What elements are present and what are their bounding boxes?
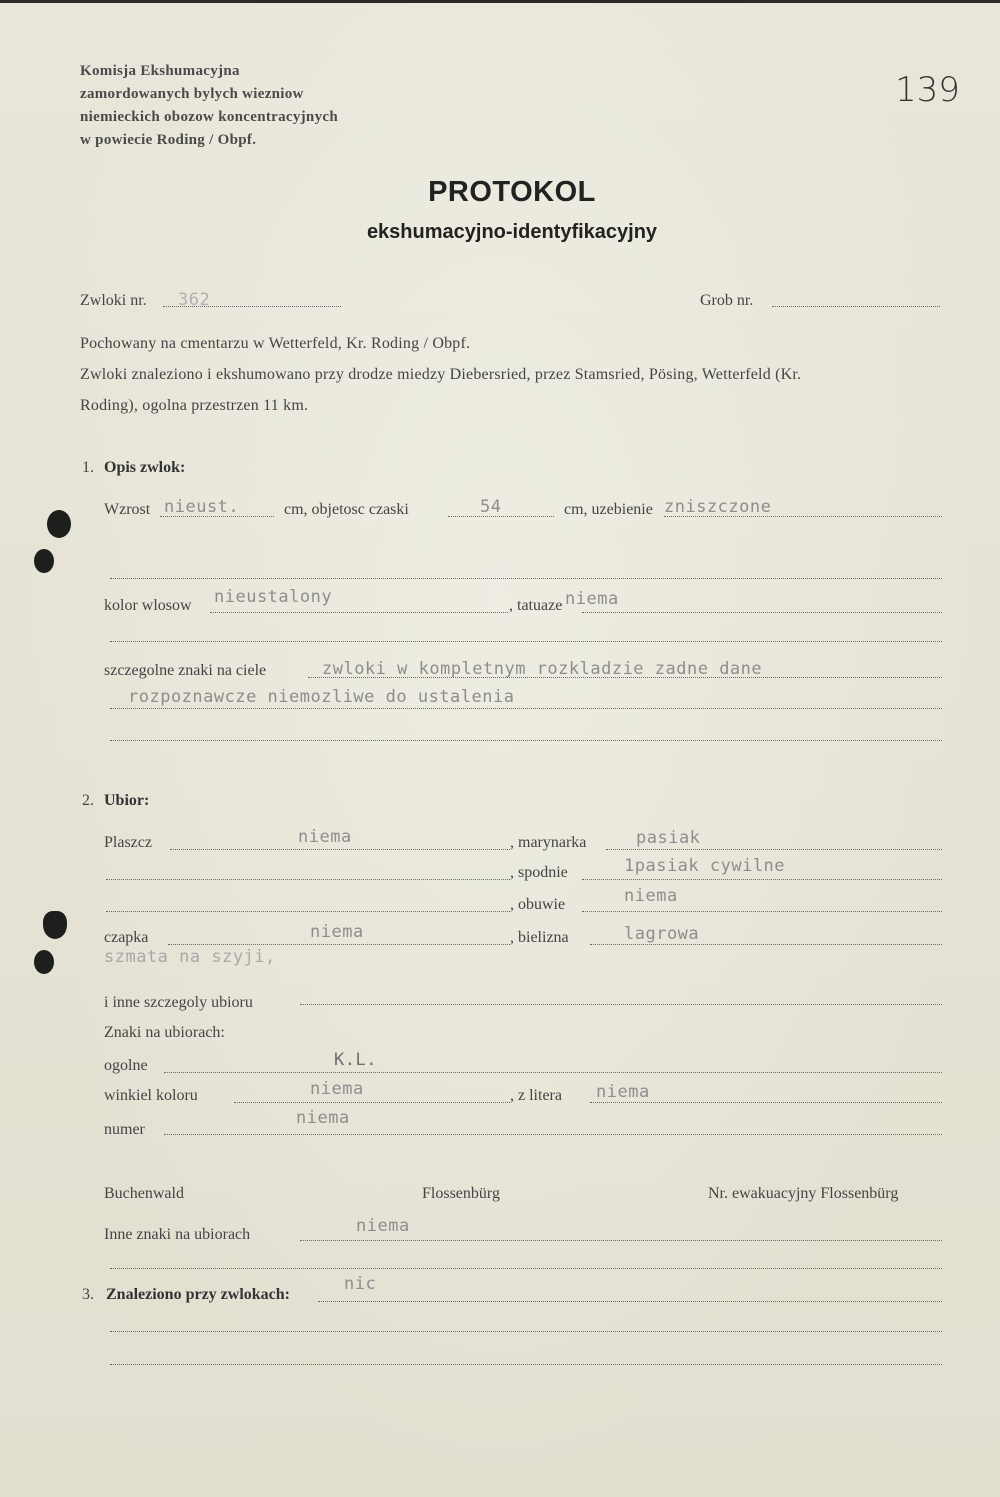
- dotted-line: [582, 612, 942, 613]
- found-location-text: Zwloki znaleziono i ekshumowano przy drodze miedzy Diebersried, przez Stamsried, Pösing, Wetterfeld (Kr.: [80, 366, 802, 383]
- body-marks-value-cont: rozpoznawcze niemozliwe do ustalenia: [128, 687, 515, 707]
- underwear-label: , bielizna: [510, 929, 569, 946]
- dotted-line: [110, 578, 942, 579]
- evacuation-number-label: Nr. ewakuacyjny Flossenbürg: [708, 1185, 899, 1202]
- cap-label: czapka: [104, 929, 149, 946]
- section2-heading: Ubior:: [104, 792, 150, 809]
- underwear-value: lagrowa: [624, 924, 700, 944]
- height-label: Wzrost: [104, 501, 151, 518]
- dotted-line: [164, 1134, 942, 1135]
- buchenwald-label: Buchenwald: [104, 1185, 184, 1202]
- org-line: niemieckich obozow koncentracyjnych: [80, 109, 338, 125]
- dotted-line: [170, 849, 510, 850]
- letter-label: , z litera: [510, 1087, 562, 1104]
- triangle-color-value: niema: [310, 1079, 364, 1099]
- dotted-line: [110, 1364, 942, 1365]
- punch-hole: [47, 510, 71, 538]
- skull-value: 54: [480, 497, 502, 517]
- trousers-label: , spodnie: [510, 864, 568, 881]
- dotted-line: [110, 641, 942, 642]
- page-top-edge: [0, 0, 1000, 3]
- dotted-line: [318, 1301, 942, 1302]
- corpse-number-label: Zwloki nr.: [80, 292, 147, 309]
- dotted-line: [168, 944, 510, 945]
- hair-color-value: nieustalony: [214, 587, 333, 607]
- trousers-value: 1pasiak cywilne: [624, 856, 786, 876]
- punch-hole: [43, 911, 67, 939]
- teeth-value: zniszczone: [664, 497, 772, 517]
- dotted-line: [300, 1004, 942, 1005]
- shoes-label: , obuwie: [510, 896, 566, 913]
- body-marks-label: szczegolne znaki na ciele: [104, 662, 267, 679]
- section2-number: 2.: [82, 792, 94, 809]
- number-label: numer: [104, 1121, 145, 1138]
- dotted-line: [582, 879, 942, 880]
- general-marks-value: K.L.: [334, 1050, 377, 1070]
- page-number: 139: [895, 70, 960, 110]
- coat-label: Plaszcz: [104, 834, 152, 851]
- dotted-line: [164, 1072, 942, 1073]
- document-subtitle: ekshumacyjno-identyfikacyjny: [366, 221, 658, 243]
- corpse-number-value: 362: [178, 290, 211, 310]
- section3-number: 3.: [82, 1286, 94, 1303]
- items-found-value: nic: [344, 1274, 377, 1294]
- other-clothing-marks-label: Inne znaki na ubiorach: [104, 1226, 251, 1243]
- shoes-value: niema: [624, 886, 678, 906]
- dotted-line: [582, 911, 942, 912]
- org-line: Komisja Ekshumacyjna: [80, 63, 240, 79]
- tattoo-label: , tatuaze: [509, 597, 563, 614]
- punch-hole: [34, 950, 54, 974]
- org-line: zamordowanych bylych wiezniow: [80, 86, 304, 102]
- jacket-label: , marynarka: [510, 834, 587, 851]
- letter-value: niema: [596, 1082, 650, 1102]
- skull-label: cm, objetosc czaski: [284, 501, 409, 518]
- jacket-value: pasiak: [636, 828, 701, 848]
- section1-number: 1.: [82, 459, 94, 476]
- dotted-line: [110, 1268, 942, 1269]
- found-location-text-cont: Roding), ogolna przestrzen 11 km.: [80, 397, 309, 414]
- dotted-line: [234, 1102, 510, 1103]
- other-clothing-marks-value: niema: [356, 1216, 410, 1236]
- other-clothing-label: i inne szczegoly ubioru: [104, 994, 253, 1011]
- cap-value: niema: [310, 922, 364, 942]
- triangle-color-label: winkiel koloru: [104, 1087, 198, 1104]
- burial-place-text: Pochowany na cmentarzu w Wetterfeld, Kr. Roding / Obpf.: [80, 335, 471, 352]
- dotted-line: [110, 740, 942, 741]
- general-marks-label: ogolne: [104, 1057, 148, 1074]
- grave-number-label: Grob nr.: [700, 292, 754, 309]
- teeth-label: cm, uzebienie: [564, 501, 653, 518]
- dotted-line: [590, 1102, 942, 1103]
- flossenburg-label: Flossenbürg: [422, 1185, 500, 1202]
- extra-clothing-note: szmata na szyji,: [104, 947, 276, 967]
- height-value: nieust.: [164, 497, 240, 517]
- hair-color-label: kolor wlosow: [104, 597, 192, 614]
- dotted-line: [300, 1240, 942, 1241]
- coat-value: niema: [298, 827, 352, 847]
- punch-hole: [34, 549, 54, 573]
- dotted-line: [106, 911, 510, 912]
- number-value: niema: [296, 1108, 350, 1128]
- dotted-line: [772, 306, 940, 307]
- document-title: PROTOKOL: [428, 176, 596, 208]
- body-marks-value: zwloki w kompletnym rozkladzie zadne dane: [322, 659, 763, 679]
- section1-heading: Opis zwlok:: [104, 459, 186, 476]
- dotted-line: [106, 879, 510, 880]
- dotted-line: [606, 849, 942, 850]
- tattoo-value: niema: [565, 589, 619, 609]
- dotted-line: [110, 1331, 942, 1332]
- dotted-line: [590, 944, 942, 945]
- section3-heading: Znaleziono przy zwlokach:: [106, 1286, 290, 1303]
- clothing-marks-label: Znaki na ubiorach:: [104, 1024, 225, 1041]
- issuing-organization: [80, 60, 338, 152]
- dotted-line: [110, 708, 942, 709]
- org-line: w powiecie Roding / Obpf.: [80, 132, 257, 148]
- dotted-line: [210, 612, 508, 613]
